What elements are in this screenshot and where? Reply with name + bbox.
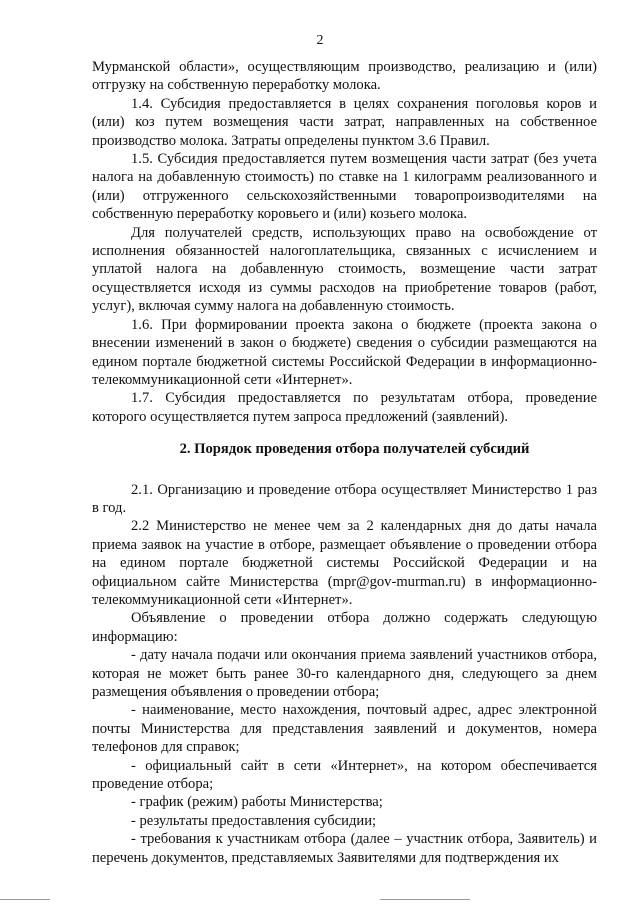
paragraph-2-1: 2.1. Организацию и проведение отбора осуществляет Министерство 1 раз в год. bbox=[92, 481, 597, 516]
scan-edge-mark-left bbox=[0, 899, 50, 900]
list-item-results: - результаты предоставления субсидии; bbox=[131, 812, 377, 829]
paragraph-1-5: 1.5. Субсидия предоставляется путем возмещения части затрат (без учета налога на добавленную стоимость) по ставке на 1 килограмм реализованного и (или) отгруженного сельскохозяйственными товаропроизводителями на собственную переработку коровьего и (или) козьего молока. bbox=[92, 151, 597, 223]
paragraph-announcement: Объявление о проведении отбора должно содержать следующую информацию: bbox=[92, 610, 597, 645]
page-number: 2 bbox=[316, 33, 324, 48]
section-heading: 2. Порядок проведения отбора получателей субсидий bbox=[179, 441, 530, 458]
list-item-contacts: - наименование, место нахождения, почтовый адрес, адрес электронной почты Министерства для представления заявлений и документов, номера телефонов для справок; bbox=[92, 702, 597, 756]
paragraph-vat-exemption: Для получателей средств, использующих право на освобождение от исполнения обязанностей налогоплательщика, связанных с исчислением и уплатой налога на добавленную стоимость, возмещение части затрат осуществляется исходя из суммы расходов на приобретение товаров (работ, услуг), включая сумму налога на добавленную стоимость. bbox=[92, 224, 597, 315]
paragraph-1-6: 1.6. При формировании проекта закона о бюджете (проекта закона о внесении изменений в закон о бюджете) сведения о субсидии размещаются на едином портале бюджетной системы Российской Федерации в информационно-телекоммуникационной сети «Интернет». bbox=[92, 316, 597, 388]
paragraph-2-2: 2.2 Министерство не менее чем за 2 календарных дня до даты начала приема заявок на участие в отборе, размещает объявление о проведении отбора на едином портале бюджетной системы Российской Федерации и на официальном сайте Министерства (mpr@gov-murman.ru) в информационно-телекоммуникационной сети «Интернет». bbox=[92, 518, 597, 608]
scan-edge-mark-right bbox=[380, 899, 470, 900]
paragraph-1-7: 1.7. Субсидия предоставляется по результатам отбора, проведение которого осуществляется путем запроса предложений (заявлений). bbox=[92, 390, 597, 425]
list-item-requirements: - требования к участникам отбора (далее – участник отбора, Заявитель) и перечень документов, представляемых Заявителями для подтверждения их bbox=[92, 831, 597, 866]
list-item-schedule: - график (режим) работы Министерства; bbox=[131, 794, 383, 811]
paragraph-continuation: Мурманской области», осуществляющим производство, реализацию и (или) отгрузку на собственную переработку молока. bbox=[92, 59, 597, 94]
list-item-dates: - дату начала подачи или окончания приема заявлений участников отбора, которая не может быть ранее 30-го календарного дня, следующего за днем размещения объявления о проведении отбора; bbox=[92, 647, 597, 700]
paragraph-1-4: 1.4. Субсидия предоставляется в целях сохранения поголовья коров и (или) коз путем возмещения части затрат, направленных на собственное производство молока. Затраты определены пунктом 3.6 Правил. bbox=[92, 95, 597, 149]
list-item-website: - официальный сайт в сети «Интернет», на котором обеспечивается проведение отбора; bbox=[92, 757, 597, 793]
document-body bbox=[92, 58, 597, 867]
